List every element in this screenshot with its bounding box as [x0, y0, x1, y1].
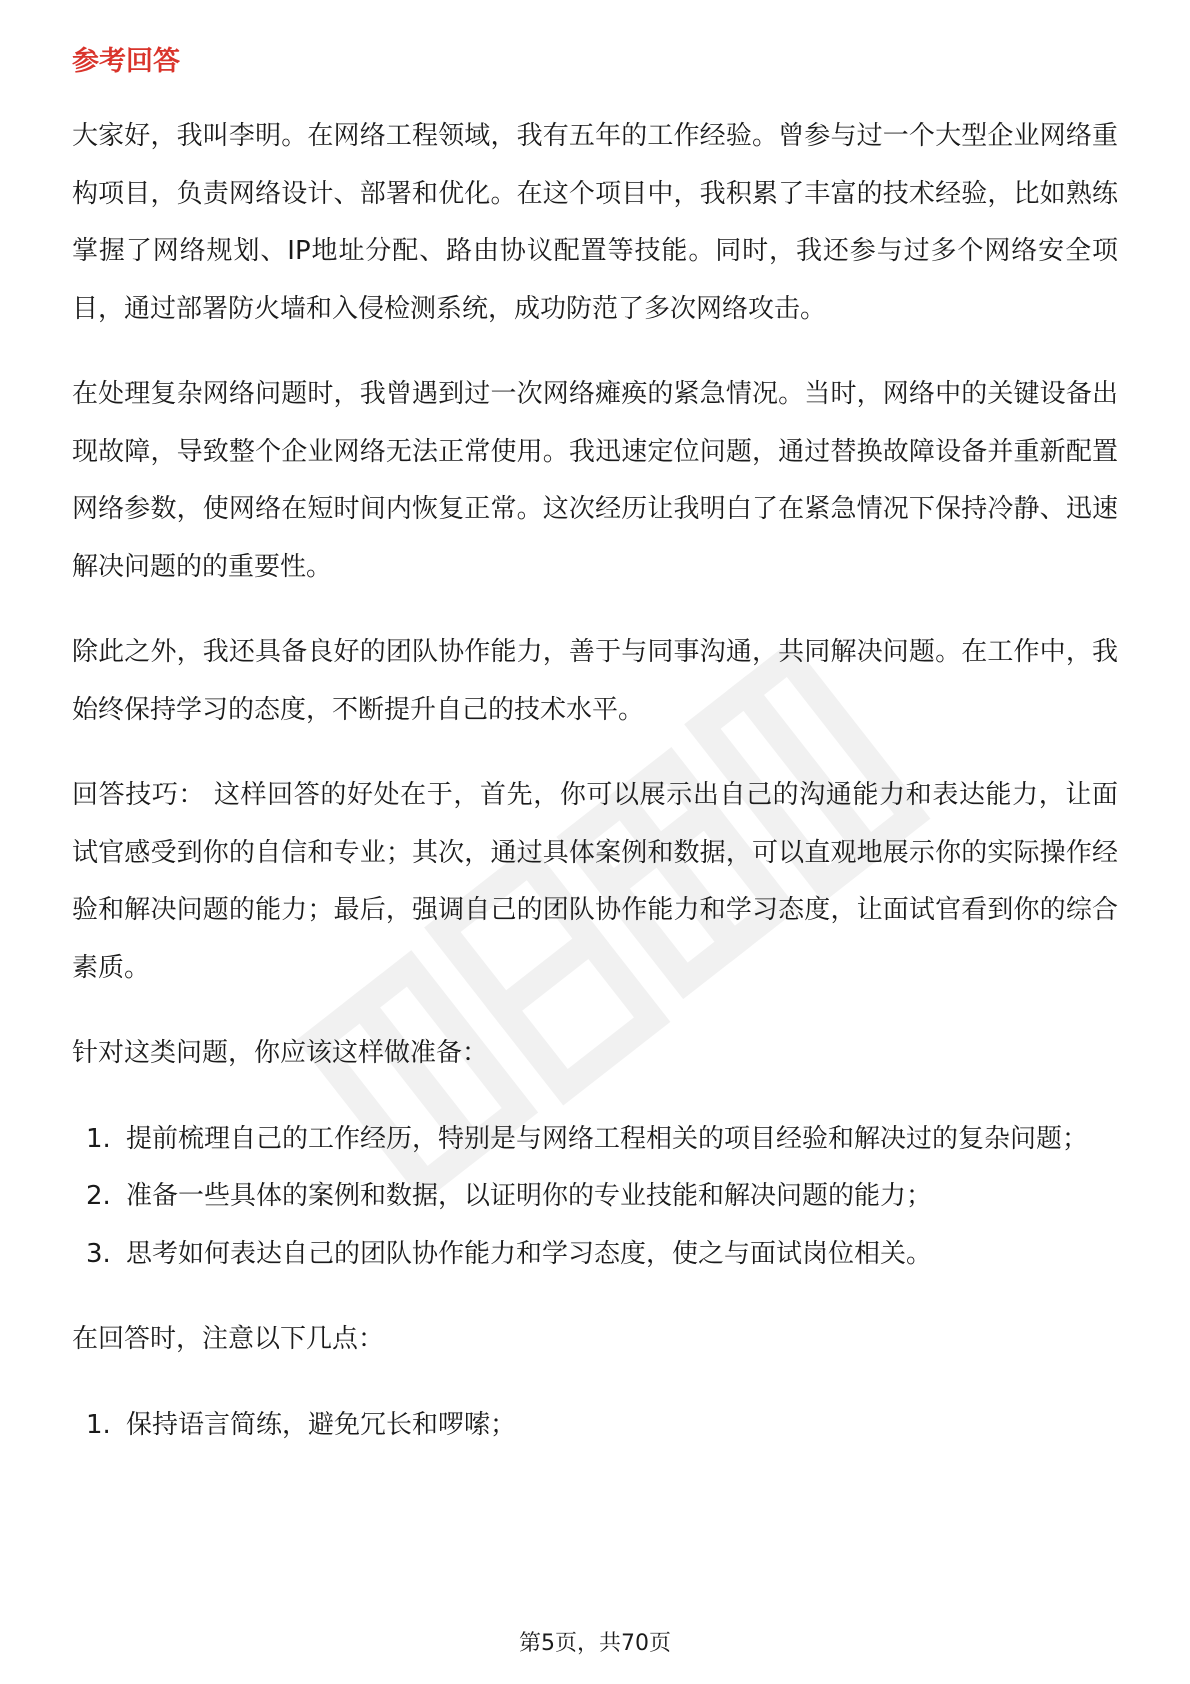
answer-paragraph-2: 在处理复杂网络问题时，我曾遇到过一次网络瘫痪的紧急情况。当时，网络中的关键设备出现故障，导致整个企业网络无法正常使用。我迅速定位问题，通过替换故障设备并重新配置网络参数，使网络在短时间内恢复正常。这次经历让我明白了在紧急情况下保持冷静、迅速解决问题的的重要性。 [72, 379, 1118, 582]
list-number: 2. [86, 1181, 111, 1211]
list-number: 1. [86, 1123, 111, 1154]
list-text: 保持语言简练，避免冗长和啰嗦； [126, 1409, 517, 1440]
notes-list [72, 1397, 1118, 1455]
list-item [72, 1111, 1118, 1169]
prep-intro: 针对这类问题，你应该这样做准备： [72, 1038, 489, 1068]
section-heading: 参考回答 [72, 46, 180, 77]
answer-paragraph-1: 大家好，我叫李明。在网络工程领域，我有五年的工作经验。曾参与过一个大型企业网络重构项目，负责网络设计、部署和优化。在这个项目中，我积累了丰富的技术经验，比如熟练掌握了网络规划、IP地址分配、路由协议配置等技能。同时，我还参与过多个网络安全项目，通过部署防火墙和入侵检测系统，成功防范了多次网络攻击。 [72, 121, 1118, 324]
document-page [72, 44, 1118, 1482]
list-item [72, 1168, 1118, 1226]
list-text: 思考如何表达自己的团队协作能力和学习态度，使之与面试岗位相关。 [126, 1238, 933, 1269]
list-number: 1. [86, 1409, 111, 1440]
answer-paragraph-3: 除此之外，我还具备良好的团队协作能力，善于与同事沟通，共同解决问题。在工作中，我始终保持学习的态度，不断提升自己的技术水平。 [72, 637, 1118, 725]
list-item [72, 1397, 1118, 1455]
tips-paragraph: 回答技巧： 这样回答的好处在于，首先，你可以展示出自己的沟通能力和表达能力，让面试官感受到你的自信和专业；其次，通过具体案例和数据，可以直观地展示你的实际操作经验和解决问题的能力；最后，强调自己的团队协作能力和学习态度，让面试官看到你的综合素质。 [72, 780, 1118, 983]
notes-intro: 在回答时，注意以下几点： [72, 1324, 385, 1354]
list-text: 准备一些具体的案例和数据，以证明你的专业技能和解决问题的能力； [126, 1181, 933, 1211]
list-number: 3. [86, 1238, 111, 1269]
list-item [72, 1226, 1118, 1284]
prep-list [72, 1111, 1118, 1284]
page-footer: 第5页，共70页 [519, 1631, 671, 1656]
list-text: 提前梳理自己的工作经历，特别是与网络工程相关的项目经验和解决过的复杂问题； [126, 1123, 1089, 1154]
